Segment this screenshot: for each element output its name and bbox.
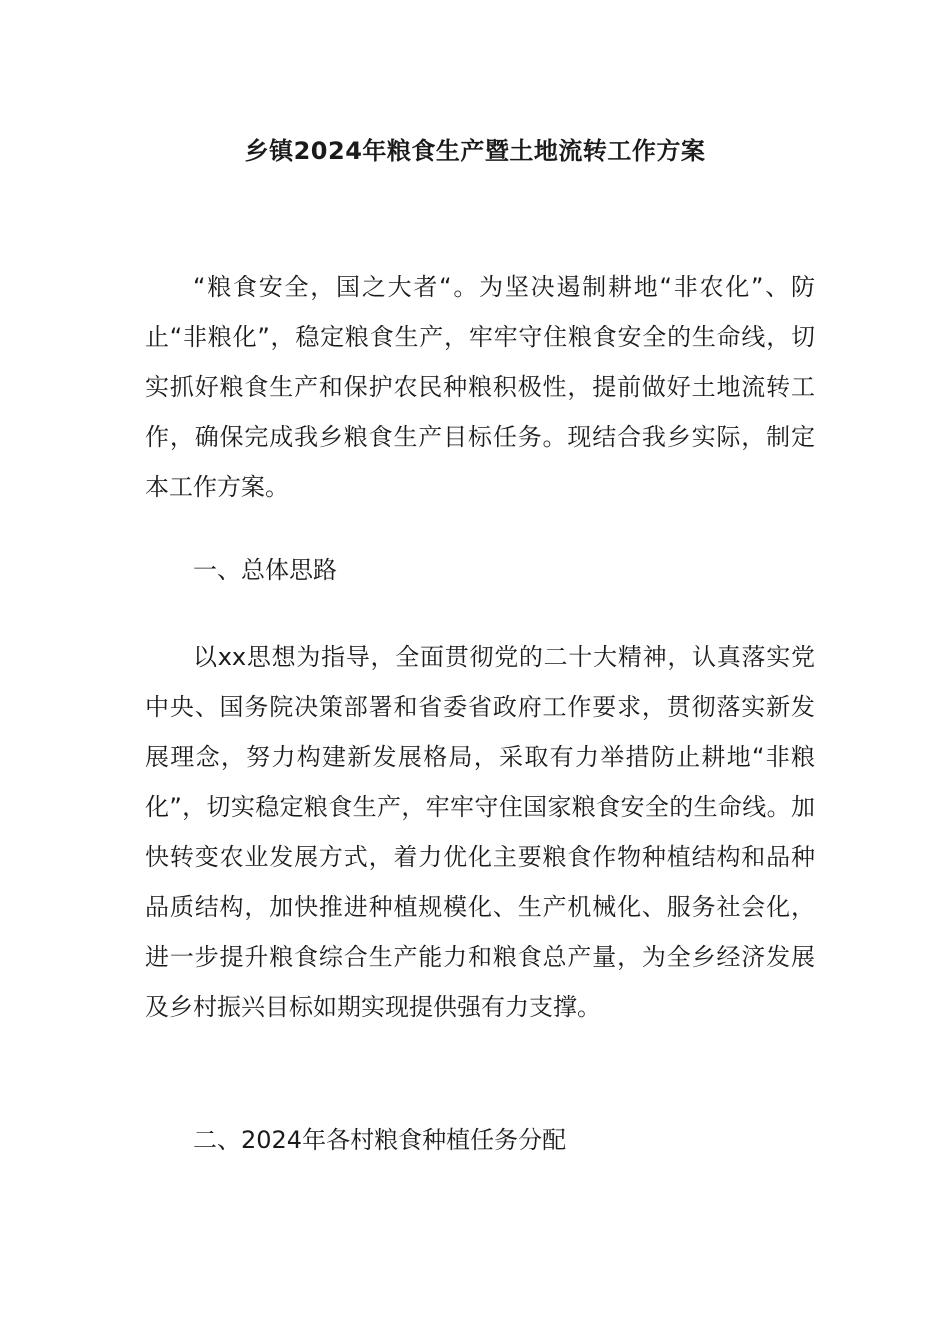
section-heading-overall-approach: 一、总体思路 bbox=[193, 556, 337, 584]
section-body-overall-approach: 以xx思想为指导，全面贯彻党的二十大精神，认真落实党中央、国务院决策部署和省委省政府工作要求，贯彻落实新发展理念，努力构建新发展格局，采取有力举措防止耕地“非粮化”，切实稳定粮食生产，牢牢守住国家粮食安全的生命线。加快转变农业发展方式，着力优化主要粮食作物种植结构和品种品质结构，加快推进种植规模化、生产机械化、服务社会化，进一步提升粮食综合生产能力和粮食总产量，为全乡经济发展及乡村振兴目标如期实现提供强有力支撑。 bbox=[145, 643, 815, 1021]
document-title: 乡镇2024年粮食生产暨土地流转工作方案 bbox=[244, 137, 706, 165]
section-heading-task-allocation: 二、2024年各村粮食种植任务分配 bbox=[193, 1126, 567, 1154]
intro-paragraph: “粮食安全，国之大者“。为坚决遏制耕地“非农化”、防止“非粮化”，稳定粮食生产，牢牢守住粮食安全的生命线，切实抓好粮食生产和保护农民种粮积极性，提前做好土地流转工作，确保完成我乡粮食生产目标任务。现结合我乡实际，制定本工作方案。 bbox=[145, 273, 815, 501]
